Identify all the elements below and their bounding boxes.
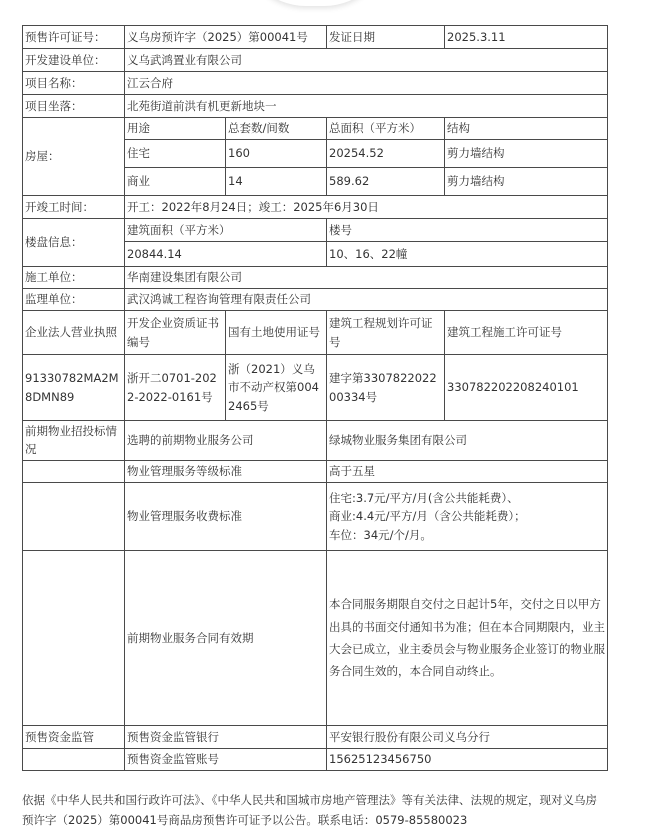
housing-cell: 剪力墙结构 [445,168,608,196]
location-row [23,95,608,118]
supervisor-row [23,289,608,311]
fee-line-parking: 车位：34元/个/月。 [329,527,432,542]
housing-cell: 住宅 [125,140,226,168]
top-decoration [240,0,390,6]
issue-date-label: 发证日期 [327,26,445,49]
building-info-label: 楼盘信息： [23,219,125,267]
supervisor-label: 监理单位： [23,289,125,311]
project-value: 江云合府 [125,72,608,95]
escrow-bank-row [23,726,608,749]
project-label: 项目名称： [23,72,125,95]
escrow-bank-value: 平安银行股份有限公司义乌分行 [327,726,608,749]
service-level-label: 物业管理服务等级标准 [125,461,327,483]
license-header-row [23,311,608,355]
building-number-header: 楼号 [327,219,608,242]
location-label: 项目坐落： [23,95,125,118]
planning-permit-number: 建字第330782202200334号 [327,355,445,421]
property-company-value: 绿城物业服务集团有限公司 [327,421,608,461]
construction-time-value: 开工：2022年8月24日；竣工：2025年6月30日 [125,196,608,219]
license-value-row [23,355,608,421]
permit-number-row [23,26,608,49]
escrow-account-value: 15625123456750 [327,749,608,771]
housing-header-area: 总面积（平方米） [327,118,445,140]
license-header: 建筑工程施工许可证号 [445,311,608,355]
announcement-footer: 依据《中华人民共和国行政许可法》、《中华人民共和国城市房地产管理法》等有关法律、法规的规定，现对义乌房预许字（2025）第00041号商品房预售许可证予以公告。联系电话：0579-85580023 [22,793,597,828]
construction-time-row [23,196,608,219]
permit-number-value: 义乌房预许字（2025）第00041号 [125,26,327,49]
developer-label: 开发建设单位： [23,49,125,72]
fee-standard-label: 物业管理服务收费标准 [125,483,327,551]
construction-time-label: 开竣工时间： [23,196,125,219]
presale-permit-table [22,25,608,771]
license-header: 国有土地使用证号 [226,311,327,355]
permit-number-label: 预售许可证号： [23,26,125,49]
escrow-bank-label: 预售资金监管银行 [125,726,327,749]
developer-row [23,49,608,72]
housing-cell: 160 [226,140,327,168]
housing-cell: 商业 [125,168,226,196]
license-header: 开发企业资质证书编号 [125,311,226,355]
housing-cell: 14 [226,168,327,196]
land-use-certificate-number: 浙（2021）义乌市不动产权第0042465号 [226,355,327,421]
service-level-row [23,461,608,483]
building-info-header-row [23,219,608,242]
escrow-label: 预售资金监管 [23,726,125,749]
contract-validity-label: 前期物业服务合同有效期 [125,551,327,726]
license-header: 企业法人营业执照 [23,311,125,355]
fee-standard-row [23,483,608,551]
property-company-row [23,421,608,461]
contractor-value: 华南建设集团有限公司 [125,267,608,289]
qualification-certificate-number: 浙开二0701-2022-2022-0161号 [125,355,226,421]
housing-header-row [23,118,608,140]
license-header: 建筑工程规划许可证号 [327,311,445,355]
housing-header-units: 总套数/间数 [226,118,327,140]
fee-line-residential: 住宅:3.7元/平方/月(含公共能耗费）、 [329,490,519,505]
issue-date-value: 2025.3.11 [445,26,608,49]
developer-value: 义乌武鸿置业有限公司 [125,49,608,72]
contract-validity-row [23,551,608,726]
fee-standard-value [327,483,608,551]
building-number-value: 10、16、22幢 [327,242,608,267]
housing-cell: 589.62 [327,168,445,196]
building-area-value: 20844.14 [125,242,327,267]
housing-header-structure: 结构 [445,118,608,140]
escrow-account-label: 预售资金监管账号 [125,749,327,771]
housing-label: 房屋： [23,118,125,196]
project-row [23,72,608,95]
housing-cell: 20254.52 [327,140,445,168]
contractor-label: 施工单位： [23,267,125,289]
property-company-label: 选聘的前期物业服务公司 [125,421,327,461]
contract-validity-value: 本合同服务期限自交付之日起计5年，交付之日以甲方出具的书面交付通知书为准；但在本合同期限内，业主大会已成立，业主委员会与物业服务企业签订的物业服务合同生效的，本合同自动终止。 [327,551,608,726]
housing-header-use: 用途 [125,118,226,140]
service-level-value: 高于五星 [327,461,608,483]
housing-cell: 剪力墙结构 [445,140,608,168]
business-license-number: 91330782MA2M8DMN89 [23,355,125,421]
construction-permit-number: 330782202208240101 [445,355,608,421]
location-value: 北苑街道前洪有机更新地块一 [125,95,608,118]
contractor-row [23,267,608,289]
escrow-account-row [23,749,608,771]
building-area-header: 建筑面积（平方米） [125,219,327,242]
fee-line-commercial: 商业:4.4元/平方/月（含公共能耗费）； [329,509,526,524]
supervisor-value: 武汉鸿诚工程咨询管理有限责任公司 [125,289,608,311]
property-tender-label: 前期物业招投标情况 [23,421,125,461]
